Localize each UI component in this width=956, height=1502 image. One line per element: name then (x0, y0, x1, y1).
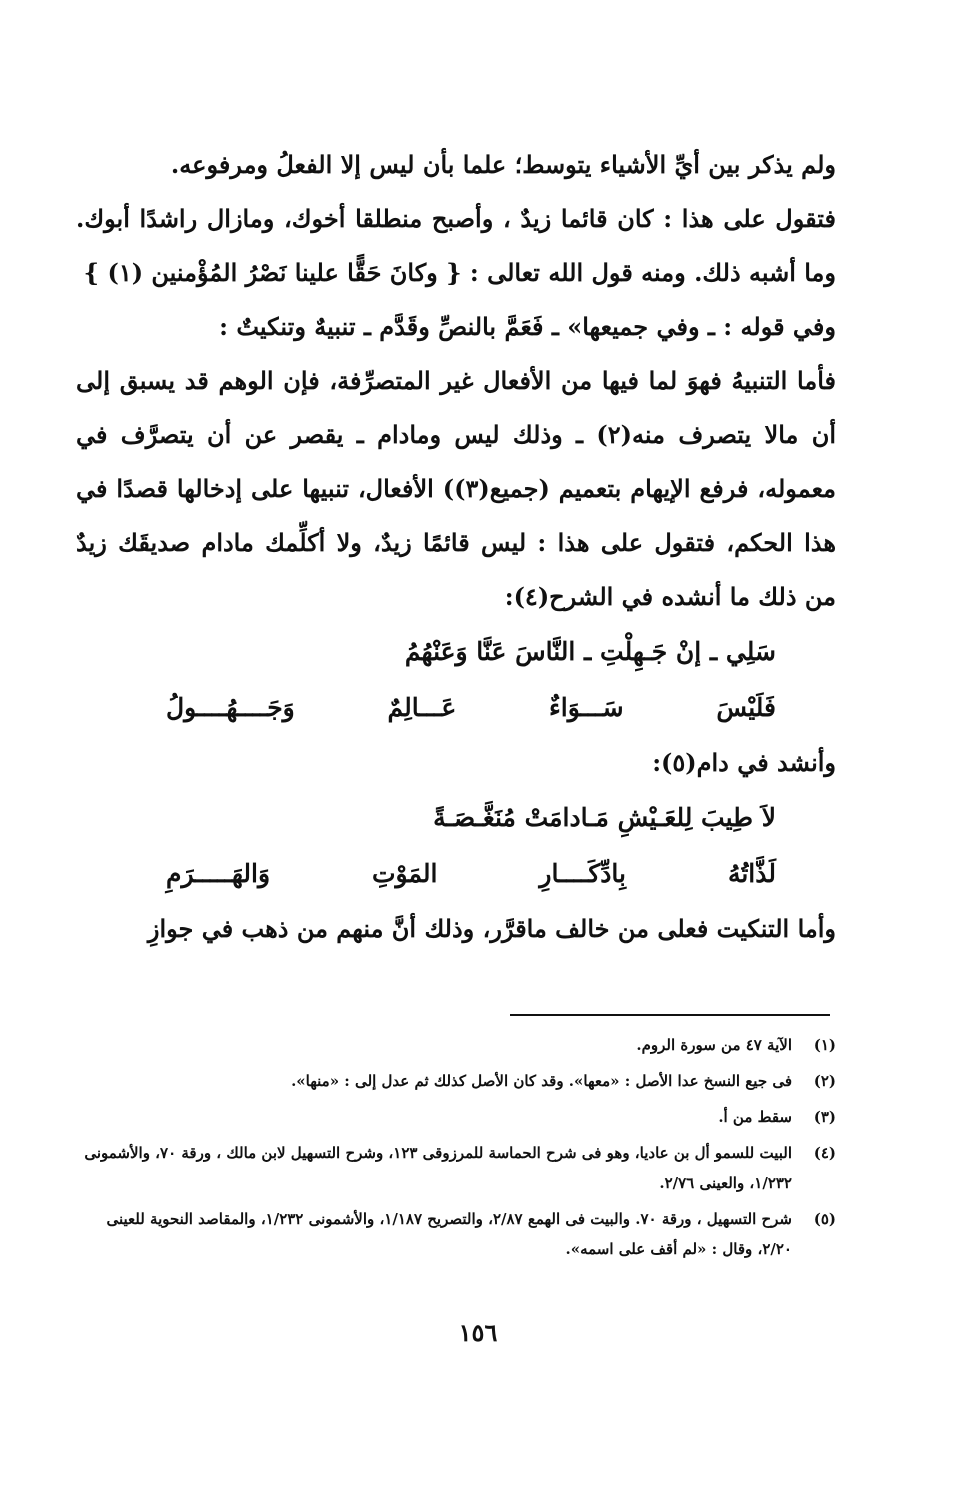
footnote-text: سقط من أ. (718, 1108, 792, 1126)
footnote-number: (٤) (813, 1144, 836, 1162)
footnote-2 (76, 1066, 836, 1096)
footnote-number: (٥) (813, 1210, 836, 1228)
footnote-3 (76, 1102, 836, 1132)
footnote-text: فى جيع النسخ عدا الأصل : «معها». وقد كان الأصل كذلك ثم عدل إلى : «منها». (291, 1072, 792, 1090)
verse-1-hemistich-1: سَلِي ـ إنْ جَـهِلْتِ ـ النَّاسَ عَنَّا وَعَنْهُمُ (404, 637, 776, 666)
footnote-text: البيت للسمو أل بن عاديا، وهو فى شرح الحماسة للمرزوقى ١٢٣، وشرح التسهيل لابن مالك ، ورقة ٧٠، والأشمونى ١/٢٣٢، والعينى ٢/٧٦. (84, 1144, 792, 1192)
footnote-number: (٢) (813, 1072, 836, 1090)
main-text (76, 138, 836, 956)
paragraph-6: وأما التنكيت فعلى من خالف ماقرَّر، وذلك أنَّ منهم من ذهب في جوازِ (147, 914, 836, 943)
paragraph-3: وفي قوله : ـ وفي جميعها» ـ فَعَمَّ بالنصِّ وقَدَّم ـ تنبيهٌ وتنكيتٌ : (219, 312, 836, 341)
paragraph-2: فتقول على هذا : كان قائما زيدٌ ، وأصبح منطلقا أخوك، ومازال راشدًا أبوك. وما أشبه ذلك. ومنه قول الله تعالى : { وكانَ حَقًّا علينا نَصْرُ المُؤْمنين (١) } (76, 204, 836, 287)
footnote-text: الآية ٤٧ من سورة الروم. (636, 1036, 792, 1054)
footnote-5 (76, 1204, 836, 1264)
paragraph-1: ولم يذكر بين أيِّ الأشياء يتوسط؛ علما بأن ليس إلا الفعلُ ومرفوعه. (170, 150, 836, 179)
footnote-4 (76, 1138, 836, 1198)
paragraph-5: وأنشد في دام(٥): (652, 748, 836, 777)
footnote-1 (76, 1030, 836, 1060)
page-number: ١٥٦ (458, 1318, 498, 1347)
footnote-separator (510, 1014, 830, 1016)
footnote-text: شرح التسهيل ، ورقة ٧٠. والبيت فى الهمع ٢/٨٧، والتصريح ١/١٨٧، والأشمونى ١/٢٣٢، والمقاصد النحوية للعينى ٢/٢٠، وقال : «لم أقف على اسمه». (106, 1210, 792, 1258)
verse-1-hemistich-2: فَلَيْسَ سَـــوَاءٌ عَـــالِمٌ وَجَــــهُــــولُ (166, 693, 776, 722)
footnote-number: (١) (813, 1036, 836, 1054)
paragraph-4: فأما التنبيهُ فهوَ لما فيها من الأفعال غير المتصرِّفة، فإن الوهم قد يسبق إلى أن مالا يتصرف منه(٢) ـ وذلك ليس ومادام ـ يقصر عن أن يتصرَّف في معموله، فرفع الإيهام بتعميم (جميع(٣)) الأفعال، تنبيها على إدخالها قصدًا في هذا الحكم، فتقول على هذا : ليس قائمًا زيدٌ، ولا أكلِّمك مادام صديقَك زيدٌ من ذلك ما أنشده في الشرح(٤): (76, 366, 836, 611)
footnotes (76, 1030, 836, 1270)
verse-2-hemistich-2: لَذَّاتُهُ بِادِّكَــــارِ المَوْتِ وَالهَـــــرَمِ (166, 859, 776, 888)
verse-2-hemistich-1: لاَ طِيبَ لِلعَـيْشِ مَـادامَتْ مُنَغَّـصَـةً (433, 803, 776, 832)
footnote-number: (٣) (813, 1108, 836, 1126)
